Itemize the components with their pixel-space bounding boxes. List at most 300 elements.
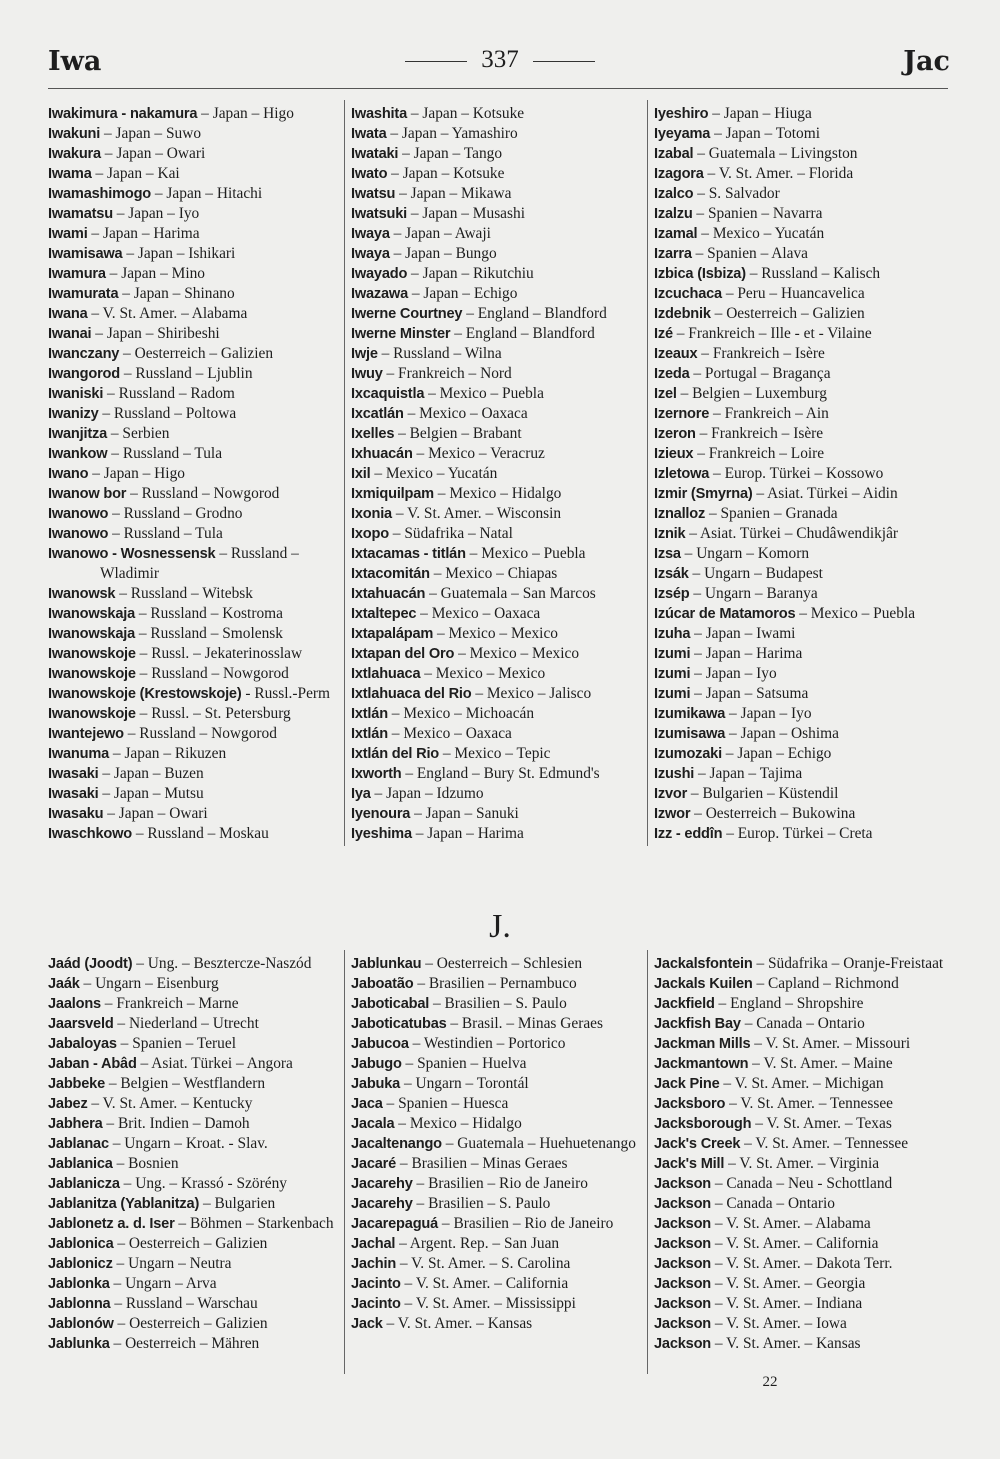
entry-headword: Iwanjitza (48, 426, 108, 442)
gazetteer-entry (48, 224, 340, 244)
gazetteer-entry (48, 704, 340, 724)
gazetteer-entry (351, 504, 643, 524)
gazetteer-entry (351, 1074, 643, 1094)
entry-headword: Jackson (654, 1216, 712, 1232)
header-divider (48, 88, 948, 89)
entry-headword: Izmir (654, 486, 688, 502)
entry-location: – Spanien – Huesca (382, 1095, 509, 1112)
entry-headword: Iwami (48, 226, 88, 242)
gazetteer-entry (351, 954, 643, 974)
entry-location: – England – Shropshire (714, 995, 864, 1012)
entry-location: – Japan – Bungo (389, 245, 497, 262)
entry-headword: Jachal (351, 1236, 396, 1252)
entry-location: – Japan – Echigo (408, 285, 518, 302)
entry-location: – Brasilien – S. Paulo (412, 1195, 551, 1212)
gazetteer-entry (654, 1174, 946, 1194)
entry-headword: Ixtahuacán (351, 586, 426, 602)
entry-headword: Izsa (654, 546, 681, 562)
gazetteer-entry (654, 244, 946, 264)
column-divider (647, 950, 648, 1374)
gazetteer-entry (351, 1314, 643, 1334)
entry-location: – Russland – Nowgorod (123, 725, 277, 742)
entry-location: – V. St. Amer. – Virginia (724, 1155, 880, 1172)
entry-headword: Izushi (654, 766, 695, 782)
gazetteer-entry (654, 1274, 946, 1294)
column-divider (344, 950, 345, 1374)
entry-location: – Böhmen – Starkenbach (174, 1215, 334, 1232)
entry-location: – Guatemala – Livingston (693, 145, 858, 162)
entry-location: – Mexico – Puebla (424, 385, 544, 402)
entry-headword: Iyeshima (351, 826, 412, 842)
gazetteer-entry (654, 284, 946, 304)
gazetteer-entry (654, 584, 946, 604)
entry-location: – Japan – Shinano (118, 285, 235, 302)
entry-headword: Jaca (351, 1096, 383, 1112)
entry-headword: Iwamisawa (48, 246, 123, 262)
gazetteer-entry (654, 824, 946, 844)
entry-headword: Iwanizy (48, 406, 99, 422)
entry-headword: Jacinto (351, 1296, 401, 1312)
entry-location: – Mexico – Mexico (420, 665, 546, 682)
entry-location: – Mexico – Hidalgo (433, 485, 562, 502)
entry-headword: Jablonka (48, 1276, 110, 1292)
entry-headword: Izagora (654, 166, 704, 182)
entry-headword: Izumi (654, 686, 691, 702)
entry-headword: Jack's Mill (654, 1156, 725, 1172)
entry-headword: Izé (654, 326, 673, 342)
entry-location: – England – Blandford (462, 305, 607, 322)
entry-location: – Mexico – Yucatán (370, 465, 498, 482)
entry-headword: Ixopo (351, 526, 389, 542)
gazetteer-entry (48, 104, 340, 124)
entry-location: – Südafrika – Oranje-Freistaat (752, 955, 944, 972)
gazetteer-entry (654, 994, 946, 1014)
entry-headword: Jaboticatubas (351, 1016, 447, 1032)
entry-headword: Jackalsfontein (654, 956, 753, 972)
gazetteer-entry (654, 164, 946, 184)
entry-location: – Japan – Hiuga (708, 105, 812, 122)
entry-location: – Guatemala – Huehuetenango (441, 1135, 636, 1152)
entry-location: – Mexico – Puebla (795, 605, 916, 622)
gazetteer-entry (48, 384, 340, 404)
entry-headword: Jackson (654, 1296, 712, 1312)
gazetteer-entry (654, 764, 946, 784)
gazetteer-entry (351, 524, 643, 544)
gazetteer-entry (48, 324, 340, 344)
entry-headword: Jacala (351, 1116, 395, 1132)
entry-headword: Iya (351, 786, 371, 802)
entry-location: – V. St. Amer. – Texas (751, 1115, 892, 1132)
entry-location: – Japan – Musashi (406, 205, 525, 222)
entry-headword: Jablonetz a. d. Iser (48, 1216, 175, 1232)
entry-location: – Japan – Totomi (710, 125, 821, 142)
gazetteer-entry (654, 204, 946, 224)
entry-headword: Iwasaki (48, 786, 99, 802)
gazetteer-entry (48, 1254, 340, 1274)
entry-headword: Jablunkau (351, 956, 422, 972)
header-rule-right (533, 61, 595, 62)
gazetteer-entry (654, 1034, 946, 1054)
entry-headword: Izz - eddîn (654, 826, 723, 842)
entry-headword: Iwamatsu (48, 206, 113, 222)
gazetteer-entry (48, 504, 340, 524)
entry-headword: Jacksboro (654, 1096, 726, 1112)
entry-location: – Mexico – Michoacán (387, 705, 535, 722)
entry-headword: Iwerne Minster (351, 326, 451, 342)
gazetteer-entry (48, 1114, 340, 1134)
entry-headword: Iwanowo - Wosnessensk (48, 546, 216, 562)
entry-location: – Canada – Ontario (740, 1015, 865, 1032)
entry-location: – Oesterreich – Galizien (113, 1235, 268, 1252)
entry-headword: Ixworth (351, 766, 402, 782)
gazetteer-entry (654, 704, 946, 724)
entry-headword: Ixonia (351, 506, 392, 522)
entry-location: – Canada – Ontario (711, 1195, 835, 1212)
entry-headword: Jabugo (351, 1056, 402, 1072)
entry-headword: Izernore (654, 406, 710, 422)
gazetteer-entry (351, 624, 643, 644)
gazetteer-entry (351, 344, 643, 364)
entry-location: – Mexico – Puebla (465, 545, 586, 562)
entry-location: – V. St. Amer. – Kansas (382, 1315, 533, 1332)
gazetteer-entry (48, 144, 340, 164)
entry-location: – Mexico – Tepic (439, 745, 551, 762)
entry-headword: Ixmiquilpam (351, 486, 434, 502)
entry-location: – Portugal – Bragança (689, 365, 831, 382)
entry-headword: Jaarsveld (48, 1016, 114, 1032)
gazetteer-entry (48, 1094, 340, 1114)
entry-location: – Japan – Iyo (690, 665, 777, 682)
entry-headword: Izieux (654, 446, 694, 462)
gazetteer-entry (654, 484, 946, 504)
gazetteer-entry (654, 464, 946, 484)
entry-location: – V. St. Amer. – S. Carolina (396, 1255, 571, 1272)
entry-location: – Asiat. Türkei – Aidin (752, 485, 898, 502)
entry-location: – Russl. – Jekaterinosslaw (135, 645, 303, 662)
gazetteer-entry (48, 404, 340, 424)
section-letter: J. (489, 908, 511, 945)
entry-headword: Jablanac (48, 1136, 109, 1152)
gazetteer-entry (48, 1274, 340, 1294)
entry-headword: Izamal (654, 226, 698, 242)
entry-location: – Japan – Shiribeshi (91, 325, 220, 342)
entry-location: – Japan – Awaji (389, 225, 491, 242)
entry-headword: Izuha (654, 626, 691, 642)
gazetteer-entry (351, 284, 643, 304)
entry-headword: Ixcatlán (351, 406, 404, 422)
entry-headword: Iwerne Courtney (351, 306, 463, 322)
gazetteer-entry (351, 1114, 643, 1134)
entry-location: – V. St. Amer. – Florida (703, 165, 854, 182)
entry-headword: Izvor (654, 786, 688, 802)
gazetteer-entry (48, 1334, 340, 1354)
gazetteer-entry (654, 144, 946, 164)
entry-alt-name: (Yablanitza) (116, 1196, 200, 1212)
entry-headword: Jackson (654, 1256, 712, 1272)
entry-headword: Jabez (48, 1096, 88, 1112)
entry-location: – Japan – Iyo (112, 205, 200, 222)
entry-location: – Brasil. – Minas Geraes (446, 1015, 603, 1032)
entry-headword: Jaban - Abâd (48, 1056, 137, 1072)
entry-headword: Izumi (654, 666, 691, 682)
gazetteer-entry (351, 804, 643, 824)
entry-headword: Iwamashimogo (48, 186, 152, 202)
column-divider (647, 100, 648, 846)
gazetteer-entry (654, 1154, 946, 1174)
gazetteer-entry (351, 124, 643, 144)
gazetteer-entry (654, 404, 946, 424)
gazetteer-entry (351, 584, 643, 604)
gazetteer-entry (654, 1094, 946, 1114)
entry-headword: Izumozaki (654, 746, 722, 762)
entry-location: – Mexico – Hidalgo (394, 1115, 522, 1132)
gazetteer-entry (48, 1014, 340, 1034)
entry-location: – Oesterreich – Mähren (109, 1335, 260, 1352)
entry-location: – Ung. – Krassó - Szörény (119, 1175, 287, 1192)
gazetteer-entry (48, 664, 340, 684)
gazetteer-entry (48, 644, 340, 664)
gazetteer-entry (351, 684, 643, 704)
gazetteer-entry (48, 264, 340, 284)
entry-headword: Ixtacamas - titlán (351, 546, 466, 562)
entry-location: – Serbien (107, 425, 170, 442)
entry-location: – V. St. Amer. – Alabama (87, 305, 248, 322)
entry-location: – Mexico – Veracruz (412, 445, 545, 462)
gazetteer-entry (48, 824, 340, 844)
gazetteer-entry (48, 724, 340, 744)
entry-location: – Japan – Hitachi (151, 185, 263, 202)
page-number-text: 337 (481, 46, 519, 73)
entry-headword: Ixcaquistla (351, 386, 425, 402)
entry-headword: Iwata (351, 126, 387, 142)
gazetteer-entry (351, 1254, 643, 1274)
entry-headword: Iwanowo (48, 506, 109, 522)
entry-location: – Japan – Higo (88, 465, 185, 482)
top-column-3 (654, 104, 946, 844)
entry-headword: Iwano (48, 466, 89, 482)
gazetteer-entry (351, 184, 643, 204)
entry-location: – Russland – Wladimir (100, 545, 299, 582)
gazetteer-entry (351, 764, 643, 784)
entry-location: – V. St. Amer. – Maine (748, 1055, 893, 1072)
entry-headword: Jaboatão (351, 976, 414, 992)
gazetteer-entry (48, 524, 340, 544)
gazetteer-entry (48, 584, 340, 604)
gazetteer-entry (48, 784, 340, 804)
gazetteer-entry (48, 124, 340, 144)
entry-location: – V. St. Amer. – Georgia (711, 1275, 866, 1292)
gazetteer-entry (351, 1134, 643, 1154)
entry-headword: Iwaschkowo (48, 826, 132, 842)
gazetteer-entry (654, 644, 946, 664)
gazetteer-entry (654, 1194, 946, 1214)
entry-location: – Argent. Rep. – San Juan (395, 1235, 560, 1252)
entry-headword: Iwanowskoje (48, 686, 136, 702)
gazetteer-entry (48, 804, 340, 824)
page-number (0, 46, 1000, 80)
entry-headword: Iwanowskoje (48, 666, 136, 682)
entry-alt-name: (Krestowskoje) (135, 686, 242, 702)
entry-headword: Iwanczany (48, 346, 120, 362)
gazetteer-entry (48, 684, 340, 704)
entry-location: – Russland – Poltowa (98, 405, 237, 422)
entry-location: – Spanien – Huelva (401, 1055, 527, 1072)
entry-headword: Jacaré (351, 1156, 397, 1172)
entry-headword: Ixtlán del Rio (351, 746, 440, 762)
entry-location: – Belgien – Brabant (394, 425, 522, 442)
entry-headword: Jackfield (654, 996, 715, 1012)
gazetteer-entry (351, 644, 643, 664)
gazetteer-entry (351, 404, 643, 424)
entry-location: – Japan – Mikawa (395, 185, 512, 202)
entry-location: – Japan – Satsuma (690, 685, 809, 702)
gazetteer-entry (351, 724, 643, 744)
entry-location: – Japan – Higo (197, 105, 294, 122)
entry-location: – V. St. Amer. – Tennessee (725, 1095, 894, 1112)
entry-headword: Iwataki (351, 146, 399, 162)
gazetteer-entry (351, 1054, 643, 1074)
gazetteer-entry (48, 304, 340, 324)
entry-location: – Mexico – Oaxaca (387, 725, 512, 742)
gazetteer-entry (654, 524, 946, 544)
entry-location: – Mexico – Yucatán (697, 225, 825, 242)
gazetteer-entry (351, 164, 643, 184)
entry-location: – Japan – Owari (103, 805, 208, 822)
entry-location: – Brasilien – S. Paulo (429, 995, 567, 1012)
gazetteer-entry (351, 994, 643, 1014)
gazetteer-entry (48, 164, 340, 184)
gazetteer-entry (351, 484, 643, 504)
entry-location: – Japan – Mutsu (98, 785, 204, 802)
entry-headword: Izalzu (654, 206, 693, 222)
entry-location: – Brasilien – Pernambuco (413, 975, 577, 992)
entry-headword: Jablanica (48, 1156, 113, 1172)
entry-location: – Frankreich – Ille - et - Vilaine (672, 325, 872, 342)
entry-location: – Oesterreich – Galizien (119, 345, 274, 362)
entry-location: – Frankreich – Marne (100, 995, 239, 1012)
entry-headword: Jaalons (48, 996, 101, 1012)
gazetteer-entry (48, 1134, 340, 1154)
entry-location: – Ungarn – Eisenburg (79, 975, 219, 992)
entry-headword: Izdebnik (654, 306, 711, 322)
gazetteer-entry (654, 604, 946, 624)
entry-headword: Izarra (654, 246, 692, 262)
running-head-right: Jac (903, 46, 950, 77)
gazetteer-entry (654, 684, 946, 704)
entry-headword: Iwantejewo (48, 726, 124, 742)
entry-location: – Belgien – Westflandern (105, 1075, 266, 1092)
entry-location: – Japan – Harima (411, 825, 524, 842)
gazetteer-entry (654, 1314, 946, 1334)
entry-location: - Russl.-Perm (241, 685, 330, 702)
entry-location: – Niederland – Utrecht (113, 1015, 259, 1032)
entry-headword: Izeda (654, 366, 690, 382)
entry-headword: Jackson (654, 1236, 712, 1252)
gazetteer-entry (351, 384, 643, 404)
header-rule-left (405, 61, 467, 62)
entry-headword: Iwanowskaja (48, 606, 136, 622)
entry-location: – Frankreich – Nord (382, 365, 512, 382)
entry-headword: Jabhera (48, 1116, 103, 1132)
entry-headword: Jackmantown (654, 1056, 749, 1072)
entry-alt-name: (Joodt) (80, 956, 133, 972)
gazetteer-entry (351, 104, 643, 124)
entry-location: – Russland – Smolensk (135, 625, 283, 642)
entry-headword: Iwamura (48, 266, 106, 282)
gazetteer-entry (48, 284, 340, 304)
gazetteer-entry (351, 1174, 643, 1194)
entry-location: – Russland – Grodno (108, 505, 243, 522)
entry-headword: Iwaniski (48, 386, 104, 402)
gazetteer-entry (48, 244, 340, 264)
bottom-column-1 (48, 954, 340, 1354)
entry-headword: Iwje (351, 346, 378, 362)
entry-location: – Russland – Warschau (110, 1295, 258, 1312)
entry-location: – V. St. Amer. – California (400, 1275, 569, 1292)
entry-headword: Ixtlán (351, 726, 388, 742)
entry-location: – Japan – Tango (398, 145, 503, 162)
entry-headword: Izabal (654, 146, 694, 162)
entry-location: – Russland – Wilna (377, 345, 502, 362)
entry-headword: Ixtapalápam (351, 626, 434, 642)
entry-headword: Iwanowo (48, 526, 109, 542)
entry-location: – Japan – Ishikari (122, 245, 236, 262)
gazetteer-entry (48, 484, 340, 504)
entry-headword: Iwato (351, 166, 388, 182)
gazetteer-entry (351, 704, 643, 724)
entry-headword: Jabbeke (48, 1076, 106, 1092)
entry-headword: Jackals Kuilen (654, 976, 753, 992)
gazetteer-entry (654, 1114, 946, 1134)
entry-location: – Russland – Kostroma (135, 605, 283, 622)
entry-location: – Japan – Sanuki (410, 805, 519, 822)
entry-location: – Mexico – Oaxaca (416, 605, 541, 622)
entry-location: – Guatemala – San Marcos (425, 585, 596, 602)
gazetteer-entry (48, 994, 340, 1014)
entry-location: – Brasilien – Rio de Janeiro (438, 1215, 614, 1232)
entry-location: – Japan – Kotsuke (406, 105, 525, 122)
entry-location: – Japan – Oshima (725, 725, 839, 742)
gazetteer-entry (48, 204, 340, 224)
bottom-column-2 (351, 954, 643, 1334)
entry-location: – Japan – Iwami (690, 625, 796, 642)
entry-location: – Ungarn – Budapest (688, 565, 823, 582)
entry-location: – Japan – Tajima (694, 765, 803, 782)
gazetteer-entry (48, 744, 340, 764)
gazetteer-entry (351, 424, 643, 444)
gazetteer-entry (654, 1214, 946, 1234)
entry-headword: Ixtacomitán (351, 566, 430, 582)
entry-location: – Canada – Neu - Schottland (711, 1175, 893, 1192)
entry-headword: Iwakimura - nakamura (48, 106, 198, 122)
entry-location: – V. St. Amer. – Missouri (750, 1035, 911, 1052)
entry-headword: Jablonicz (48, 1256, 113, 1272)
entry-location: – Spanien – Teruel (116, 1035, 236, 1052)
gazetteer-entry (654, 104, 946, 124)
entry-headword: Jablonna (48, 1296, 111, 1312)
entry-location: – V. St. Amer. – Iowa (711, 1315, 847, 1332)
gazetteer-entry (48, 604, 340, 624)
entry-location: – V. St. Amer. – Indiana (711, 1295, 863, 1312)
gazetteer-entry (351, 784, 643, 804)
gazetteer-entry (351, 1014, 643, 1034)
entry-headword: Jackfish Bay (654, 1016, 741, 1032)
gazetteer-entry (654, 744, 946, 764)
gazetteer-entry (654, 544, 946, 564)
gazetteer-entry (48, 1234, 340, 1254)
gazetteer-entry (351, 1154, 643, 1174)
entry-location: – Russland – Ljublin (119, 365, 253, 382)
